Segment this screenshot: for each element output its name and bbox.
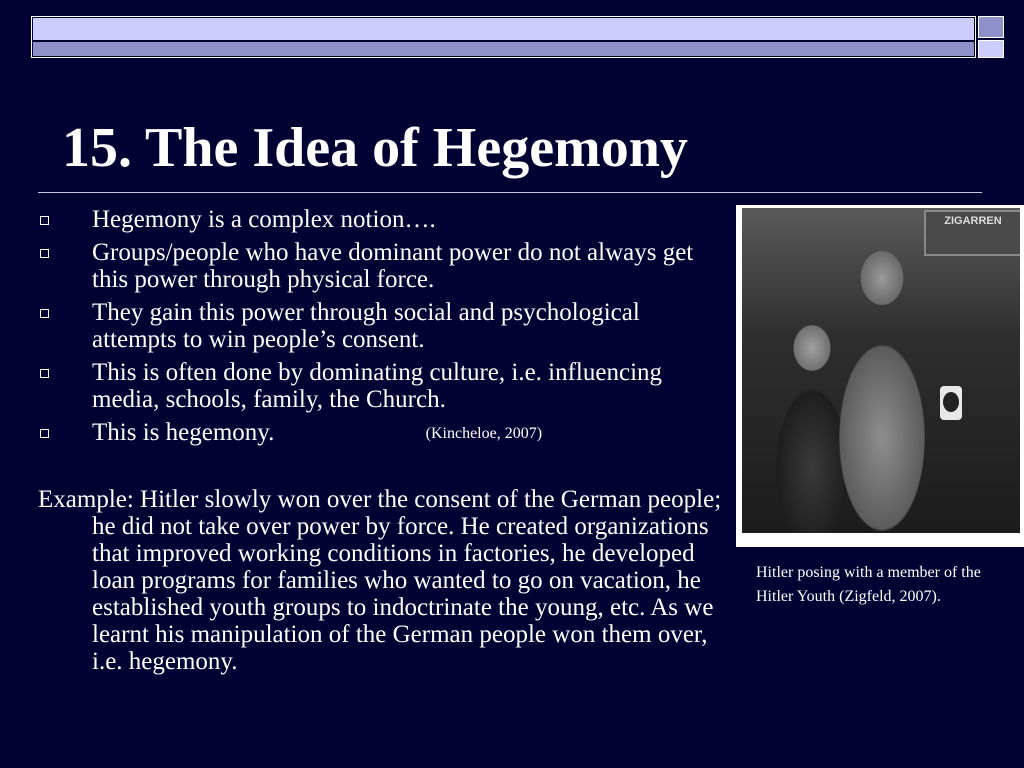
bullet-text: This is hegemony.	[92, 419, 275, 446]
header-stripe-light	[33, 18, 974, 40]
photo-caption: Hitler posing with a member of the Hitler Youth (Zigfeld, 2007).	[756, 564, 981, 605]
hollow-square-bullet-icon	[40, 216, 49, 225]
header-corner-square-bottom	[978, 40, 1004, 58]
hollow-square-bullet-icon	[40, 429, 49, 438]
citation: (Kincheloe, 2007)	[425, 425, 543, 442]
bullet-item	[38, 206, 728, 233]
bullet-text: They gain this power through social and psychological attempts to win people’s consent.	[92, 299, 640, 353]
title-divider	[38, 192, 982, 193]
bullet-item	[38, 359, 728, 413]
header-stripe-dark	[33, 42, 974, 56]
hollow-square-bullet-icon	[40, 309, 49, 318]
shop-sign-text: ZIGARREN	[944, 215, 1002, 227]
bullet-text: Hegemony is a complex notion….	[92, 206, 436, 233]
bullet-item	[38, 419, 728, 449]
bullet-text: This is often done by dominating culture, i.e. influencing media, schools, family, the Church.	[92, 359, 663, 413]
bullet-list	[38, 206, 728, 455]
bullet-text: Groups/people who have dominant power do not always get this power through physical force.	[92, 239, 694, 293]
slide-title: 15. The Idea of Hegemony	[62, 117, 688, 179]
example-paragraph: Example: Hitler slowly won over the consent of the German people; he did not take over power by force. He created organizations that improved working conditions in factories, he developed loan programs for families who wanted to go on vacation, he established youth groups to indoctrinate the young, etc. As we learnt his manipulation of the German people won them over, i.e. hegemony.	[38, 486, 722, 675]
shop-sign	[924, 210, 1020, 256]
armband-icon	[940, 386, 962, 420]
header-corner-square-top	[978, 16, 1004, 38]
bullet-item	[38, 239, 728, 293]
hollow-square-bullet-icon	[40, 369, 49, 378]
historical-photo	[742, 208, 1020, 533]
bullet-item	[38, 299, 728, 353]
hollow-square-bullet-icon	[40, 249, 49, 258]
